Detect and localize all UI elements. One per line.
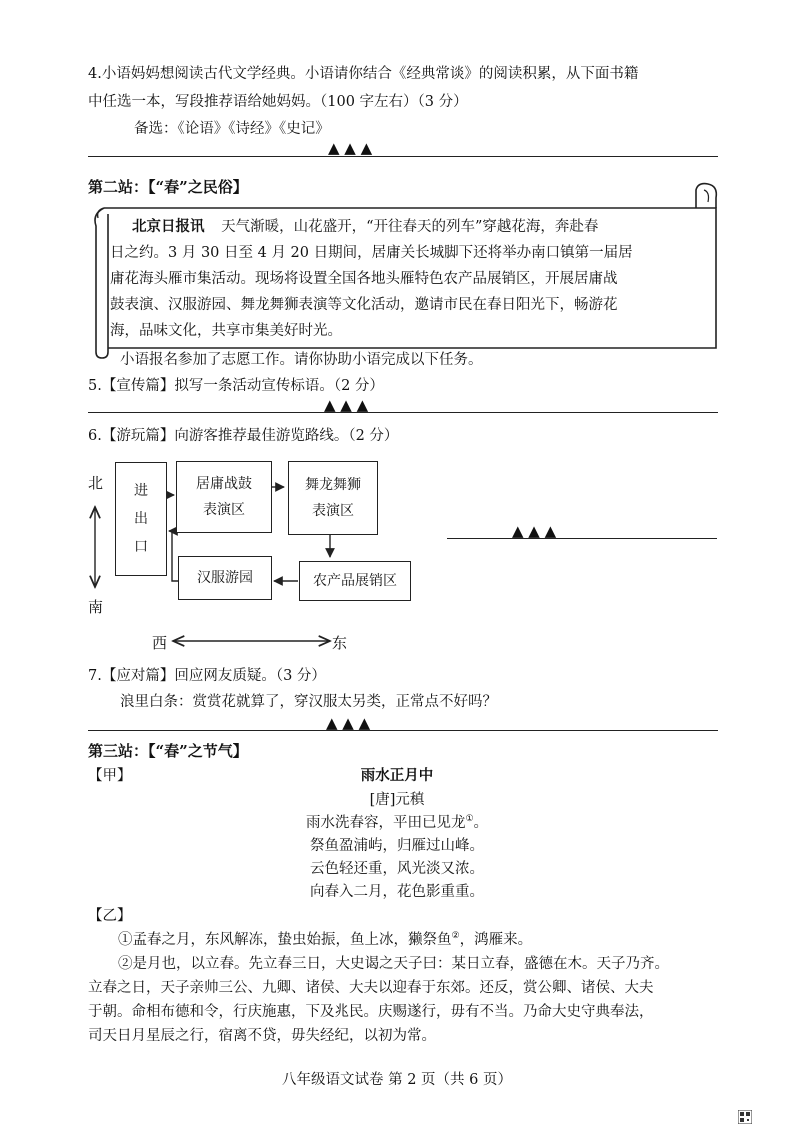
q5-text: 5.【宣传篇】拟写一条活动宣传标语。（2 分）	[88, 378, 384, 394]
area-dragon-lion-dance: 舞龙舞狮 表演区	[288, 461, 378, 535]
section-jia-label: 【甲】	[88, 768, 132, 784]
area-farm-products: 农产品展销区	[299, 561, 411, 601]
q4-line1: 4.小语妈妈想阅读古代文学经典。小语请你结合《经典常谈》的阅读积累，从下面书籍	[88, 66, 639, 82]
poem-line-4: 向春入二月，花色影重重。	[310, 884, 484, 900]
area-hanfu-garden: 汉服游园	[178, 556, 272, 600]
q7-text: 7.【应对篇】回应网友质疑。（3 分）	[88, 668, 326, 684]
yi-para-2-line-1: ②是月也，以立春。先立春三日，大史谒之天子曰：某日立春，盛德在木。天子乃齐。	[118, 956, 669, 972]
compass-south: 南	[88, 598, 104, 616]
compass-east: 东	[332, 634, 348, 652]
compass-north: 北	[88, 474, 104, 492]
poem-title: 雨水正月中	[360, 767, 434, 784]
q6-answer-line	[447, 538, 717, 539]
station3-title: 第三站：【“春”之节气】	[88, 742, 248, 760]
poem-line-2: 祭鱼盈浦屿，归雁过山峰。	[310, 838, 484, 854]
news-line-3: 庸花海头雁市集活动。现场将设置全国各地头雁特色农产品展销区，开展居庸战	[110, 271, 618, 287]
entrance-exit-box: 进 出 口	[115, 462, 167, 576]
yi-para-1: ①孟春之月，东风解冻，蛰虫始振，鱼上冰，獭祭鱼②，鸿雁来。	[118, 931, 533, 948]
poem-line-3: 云色轻还重，风光淡又浓。	[310, 861, 484, 877]
q4-line2: 中任选一本，写段推荐语给她妈妈。（100 字左右）（3 分）	[88, 94, 468, 110]
section-yi-label: 【乙】	[88, 908, 132, 924]
news-line-4: 鼓表演、汉服游园、舞龙舞狮表演等文化活动，邀请市民在春日阳光下，畅游花	[110, 297, 618, 313]
poem-line-1: 雨水洗春容，平田已见龙①。	[305, 814, 489, 831]
news-line-1: 北京日报讯 天气渐暖，山花盛开，“开往春天的列车”穿越花海，奔赴春	[132, 218, 599, 235]
yi-para-2-line-4: 司天日月星辰之行，宿离不贷，毋失经纪，以初为常。	[88, 1028, 436, 1044]
news-source: 北京日报讯	[132, 218, 205, 235]
q7-answer-blank: ▲ ▲ ▲	[326, 714, 371, 732]
station2-title: 第二站：【“春”之民俗】	[88, 178, 248, 196]
task-intro: 小语报名参加了志愿工作。请你协助小语完成以下任务。	[120, 352, 483, 368]
news-line-5: 海，品味文化，共享市集美好时光。	[110, 323, 342, 339]
compass-west: 西	[152, 634, 168, 652]
page-footer: 八年级语文试卷 第 2 页（共 6 页）	[282, 1072, 512, 1088]
q6-answer-blank: ▲ ▲ ▲	[512, 522, 557, 540]
q4-answer-blank: ▲ ▲ ▲	[328, 139, 373, 157]
q7-answer-line	[88, 730, 718, 731]
q4-options: 备选：《论语》《诗经》《史记》	[134, 121, 330, 137]
qr-code-icon	[738, 1110, 752, 1124]
q5-answer-blank: ▲ ▲ ▲	[324, 396, 369, 414]
poem-author: [唐]元稹	[369, 792, 425, 808]
footnote-2-mark: ②	[451, 931, 460, 942]
yi-para-2-line-2: 立春之日，天子亲帅三公、九卿、诸侯、大夫以迎春于东郊。还反，赏公卿、诸侯、大夫	[88, 980, 654, 996]
q7-comment: 浪里白条：赏赏花就算了，穿汉服太另类，正常点不好吗？	[120, 694, 497, 710]
yi-para-2-line-3: 于朝。命相布德和令，行庆施惠，下及兆民。庆赐遂行，毋有不当。乃命大史守典奉法，	[88, 1004, 654, 1020]
q5-answer-line	[88, 412, 718, 413]
q4-answer-line	[88, 156, 718, 157]
news-line-2: 日之约。3 月 30 日至 4 月 20 日期间，居庸关长城脚下还将举办南口镇第一届居	[110, 245, 633, 261]
footnote-1-mark: ①	[465, 814, 474, 825]
area-drum-performance: 居庸战鼓 表演区	[176, 461, 272, 533]
q6-text: 6.【游玩篇】向游客推荐最佳游览路线。（2 分）	[88, 428, 399, 444]
